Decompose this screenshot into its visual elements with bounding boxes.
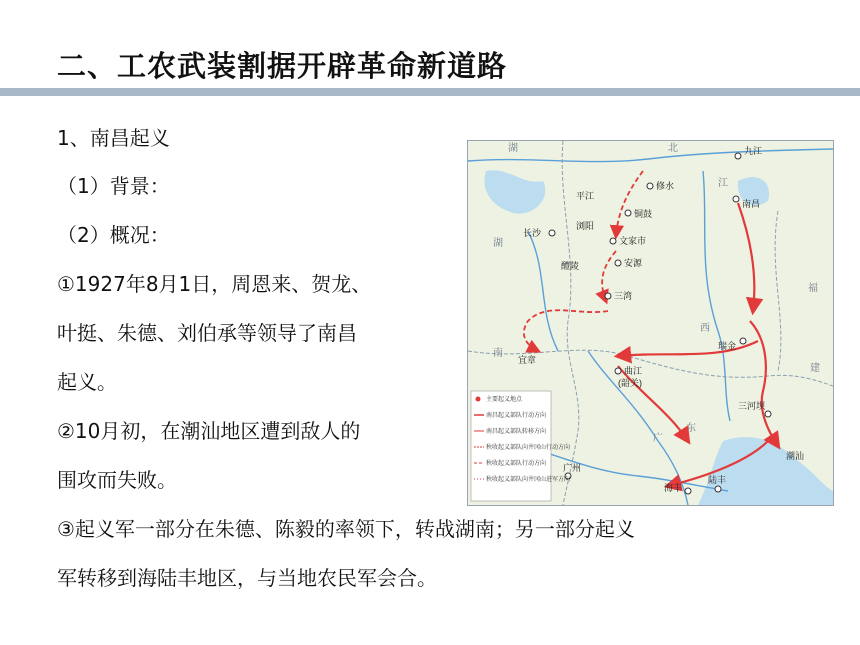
paragraph-3-line-1: ③起义军一部分在朱德、陈毅的率领下，转战湖南；另一部分起义 xyxy=(57,517,635,541)
paragraph-1-line-2: 叶挺、朱德、刘伯承等领导了南昌 xyxy=(57,321,357,345)
place-label: 铜鼓 xyxy=(634,209,653,219)
region-label: 广 xyxy=(653,433,663,444)
section-heading: 1、南昌起义 xyxy=(57,126,170,150)
marker-wenjiashi xyxy=(610,238,616,244)
place-label: 浏阳 xyxy=(576,221,595,231)
place-label: 宜章 xyxy=(518,355,537,365)
paragraph-2-line-2: 围攻而失败。 xyxy=(57,468,177,492)
legend-dot-icon xyxy=(476,397,481,402)
legend-item: 秋收起义部队行动方向 xyxy=(486,461,547,467)
place-label: 曲江 xyxy=(624,366,643,376)
paragraph-3-line-2: 军转移到海陆丰地区，与当地农民军会合。 xyxy=(57,566,437,590)
marker-ruijin xyxy=(740,338,746,344)
place-label: 平江 xyxy=(576,191,595,201)
page-title: 二、工农武装割据开辟革命新道路 xyxy=(57,49,508,83)
region-label: 福 xyxy=(808,283,818,294)
marker-anyuan xyxy=(615,260,621,266)
marker-lufeng xyxy=(715,486,721,492)
marker-tonggu xyxy=(625,210,631,216)
paragraph-1-line-3: 起义。 xyxy=(57,370,117,394)
place-label: 九江 xyxy=(744,146,763,156)
place-label: 海丰 xyxy=(664,483,683,493)
place-label: (韶关) xyxy=(618,378,642,388)
region-label: 西 xyxy=(700,323,710,334)
place-label: 潮汕 xyxy=(786,451,805,461)
marker-sanwan xyxy=(605,293,611,299)
region-label: 湖 xyxy=(508,143,518,154)
place-label: 文家市 xyxy=(619,236,647,246)
place-label: 长沙 xyxy=(523,228,542,238)
marker-jiujiang xyxy=(735,153,741,159)
background-label: （1）背景： xyxy=(57,174,170,198)
place-label: 三河坝 xyxy=(738,401,766,411)
overview-label: （2）概况： xyxy=(57,223,170,247)
title-underline xyxy=(0,88,860,96)
region-label: 南 xyxy=(493,348,503,359)
region-label: 江 xyxy=(718,178,728,189)
legend-item: 秋收起义部队向井冈山进军方向 xyxy=(486,477,571,483)
paragraph-2-line-1: ②10月初，在潮汕地区遭到敌人的 xyxy=(57,419,361,443)
place-label: 广州 xyxy=(563,463,582,473)
place-label: 醴陵 xyxy=(561,261,580,271)
region-label: 东 xyxy=(686,423,696,434)
region-label: 湖 xyxy=(493,238,503,249)
marker-haifeng xyxy=(685,488,691,494)
legend-item: 秋收起义部队向井冈山行动方向 xyxy=(486,445,571,451)
legend-item: 南昌起义部队转移方向 xyxy=(486,429,547,435)
map-svg xyxy=(468,141,833,505)
place-label: 三湾 xyxy=(614,291,633,301)
legend-item: 南昌起义部队行动方向 xyxy=(486,413,547,419)
nanchang-uprising-map xyxy=(467,140,834,506)
region-label: 建 xyxy=(810,363,820,374)
marker-xiushui xyxy=(647,183,653,189)
marker-nanchang xyxy=(733,196,739,202)
place-label: 南昌 xyxy=(742,199,761,209)
marker-changsha xyxy=(549,230,555,236)
marker-qujiang xyxy=(615,368,621,374)
place-label: 修水 xyxy=(656,181,675,191)
paragraph-1-line-1: ①1927年8月1日，周恩来、贺龙、 xyxy=(57,272,372,296)
marker-sanheba xyxy=(765,411,771,417)
place-label: 瑞金 xyxy=(718,341,737,351)
region-label: 北 xyxy=(668,143,678,154)
place-label: 安源 xyxy=(624,258,643,268)
legend-item: 主要起义地点 xyxy=(486,397,523,403)
place-label: 陆丰 xyxy=(708,475,727,485)
